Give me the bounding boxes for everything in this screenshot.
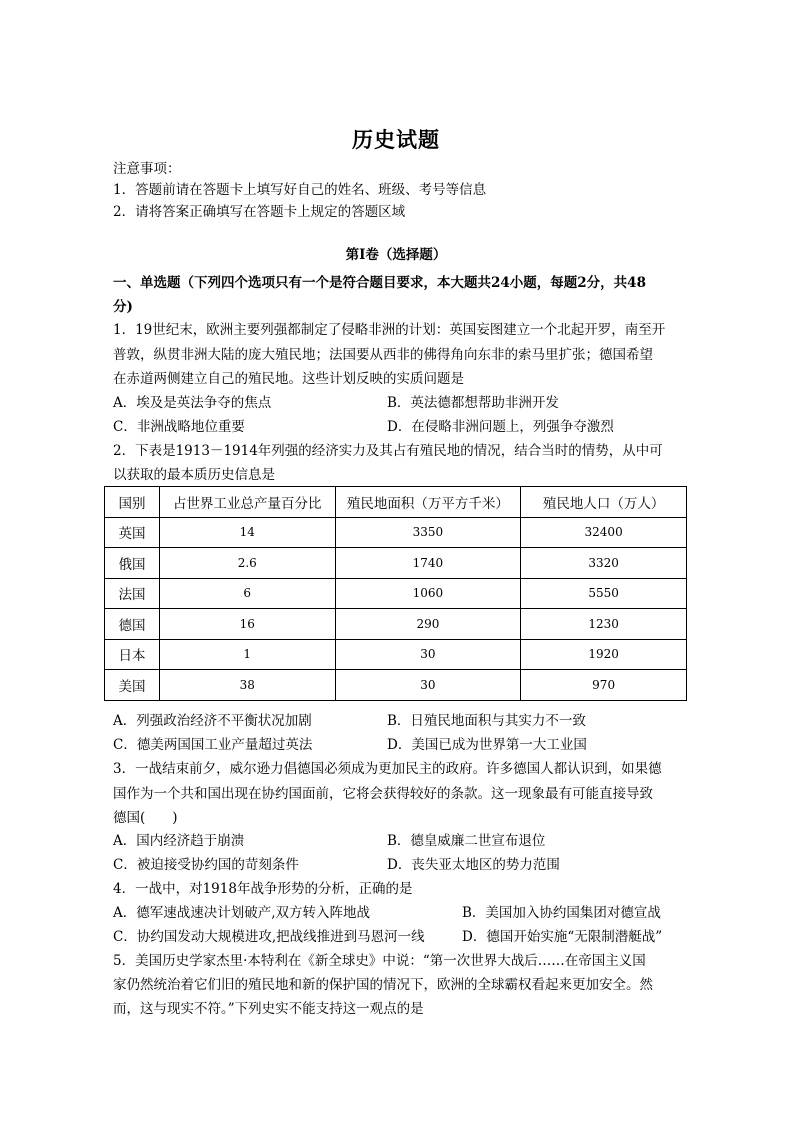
q4-option-b: B．美国加入协约国集团对德宣战 — [462, 905, 661, 921]
table-cell: 30 — [335, 670, 521, 701]
q1-option-a: A．埃及是英法争夺的焦点 — [113, 395, 272, 411]
q1-option-b: B．英法德都想帮助非洲开发 — [387, 395, 559, 411]
table-header-cell: 占世界工业总产量百分比 — [159, 487, 335, 518]
part-heading-line-1: 一、单选题（下列四个选项只有一个是符合题目要求，本大题共24小题，每题2分，共48 — [113, 275, 646, 291]
q3-option-c: C．被迫接受协约国的苛刻条件 — [113, 857, 299, 873]
table-cell: 32400 — [521, 517, 687, 548]
table-header-cell: 殖民地人口（万人） — [521, 487, 687, 518]
table-cell: 1060 — [335, 578, 521, 609]
q3-stem-line-1: 3．一战结束前夕，威尔逊力倡德国必须成为更加民主的政府。许多德国人都认识到，如果德 — [113, 761, 662, 777]
q5-stem-line-1: 5．美国历史学家杰里·本特利在《新全球史》中说：“第一次世界大战后……在帝国主义国 — [113, 953, 646, 969]
table-cell: 1 — [159, 639, 335, 670]
table-cell-country: 美国 — [105, 670, 160, 701]
notice-heading: 注意事项： — [113, 161, 181, 177]
table-cell-country: 德国 — [105, 609, 160, 640]
table-cell-country: 英国 — [105, 517, 160, 548]
q1-stem-line-2: 普敦，纵贯非洲大陆的庞大殖民地；法国要从西非的佛得角向东非的索马里扩张；德国希望 — [113, 347, 653, 363]
q1-stem-line-3: 在赤道两侧建立自己的殖民地。这些计划反映的实质问题是 — [113, 371, 464, 387]
q3-stem-line-2: 国作为一个共和国出现在协约国面前，它将会获得较好的条款。这一现象最有可能直接导致 — [113, 786, 653, 802]
q2-stem-line-2: 以获取的最本质历史信息是 — [113, 467, 275, 483]
notice-item-1: 1．答题前请在答题卡上填写好自己的姓名、班级、考号等信息 — [113, 182, 487, 198]
table-cell: 1740 — [335, 548, 521, 579]
q3-option-a: A．国内经济趋于崩溃 — [113, 833, 245, 849]
q3-option-d: D．丧失亚太地区的势力范围 — [387, 857, 560, 873]
table-cell: 38 — [159, 670, 335, 701]
table-cell: 290 — [335, 609, 521, 640]
q2-option-c: C．德美两国国工业产量超过英法 — [113, 737, 313, 753]
notice-item-2: 2．请将答案正确填写在答题卡上规定的答题区域 — [113, 204, 406, 220]
table-cell: 1230 — [521, 609, 687, 640]
table-row — [105, 548, 687, 579]
q2-stem-line-1: 2．下表是1913－1914年列强的经济实力及其占有殖民地的情况，结合当时的情势，从中可 — [113, 443, 663, 459]
table-row — [105, 609, 687, 640]
table-cell: 6 — [159, 578, 335, 609]
q2-option-d: D．美国已成为世界第一大工业国 — [387, 737, 587, 753]
table-cell-country: 俄国 — [105, 548, 160, 579]
q3-option-b: B．德皇威廉二世宣布退位 — [387, 833, 546, 849]
q3-stem-line-3: 德国( ) — [113, 810, 178, 826]
table-row — [105, 517, 687, 548]
q2-option-a: A．列强政治经济不平衡状况加剧 — [113, 713, 312, 729]
q4-option-c: C．协约国发动大规模进攻,把战线推进到马恩河一线 — [113, 929, 425, 945]
table-cell: 2.6 — [159, 548, 335, 579]
table-cell-country: 日本 — [105, 639, 160, 670]
table-cell: 3320 — [521, 548, 687, 579]
q1-option-d: D．在侵略非洲问题上，列强争夺激烈 — [387, 419, 614, 435]
table-cell: 14 — [159, 517, 335, 548]
table-row — [105, 639, 687, 670]
table-header-cell: 殖民地面积（万平方千米） — [335, 487, 521, 518]
table-cell: 5550 — [521, 578, 687, 609]
table-cell: 1920 — [521, 639, 687, 670]
q4-option-d: D．德国开始实施“无限制潜艇战” — [462, 929, 663, 945]
q4-stem-line-1: 4．一战中，对1918年战争形势的分析，正确的是 — [113, 881, 413, 897]
table-cell: 970 — [521, 670, 687, 701]
q4-option-a: A．德军速战速决计划破产,双方转入阵地战 — [113, 905, 371, 921]
colony-table — [104, 486, 687, 701]
section-title: 第I卷（选择题） — [345, 247, 447, 263]
table-cell-country: 法国 — [105, 578, 160, 609]
table-cell: 3350 — [335, 517, 521, 548]
q1-option-c: C．非洲战略地位重要 — [113, 419, 245, 435]
table-header-cell: 国别 — [105, 487, 160, 518]
table-row — [105, 578, 687, 609]
table-cell: 16 — [159, 609, 335, 640]
q1-stem-line-1: 1．19世纪末，欧洲主要列强都制定了侵略非洲的计划：英国妄图建立一个北起开罗，南至开 — [113, 322, 666, 338]
q5-stem-line-2: 家仍然统治着它们旧的殖民地和新的保护国的情况下，欧洲的全球霸权看起来更加安全。然 — [113, 977, 653, 993]
part-heading-line-2: 分) — [113, 299, 133, 315]
page-title: 历史试题 — [352, 127, 440, 152]
table-header-row — [105, 487, 687, 518]
table-cell: 30 — [335, 639, 521, 670]
q2-option-b: B．日殖民地面积与其实力不一致 — [387, 713, 586, 729]
table-row — [105, 670, 687, 701]
q5-stem-line-3: 而，这与现实不符。”下列史实不能支持这一观点的是 — [113, 1001, 424, 1017]
